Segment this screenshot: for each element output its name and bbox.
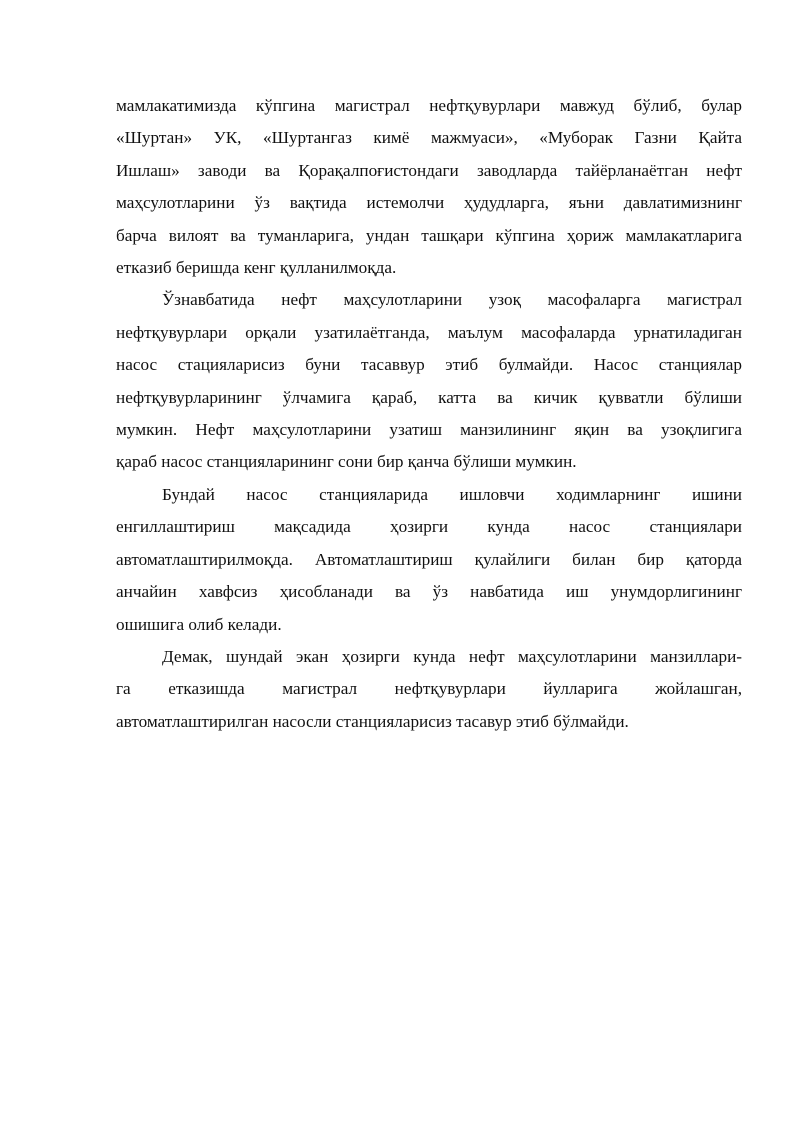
text-line: мамлакатимизда кўпгина магистрал нефтқувурлари мавжуд бўлиб, булар (116, 96, 742, 115)
text-line: Ўзнавбатида нефт маҳсулотларини узоқ масофаларга магистрал (162, 290, 742, 310)
text-line: Демак, шундай экан ҳозирги кунда нефт маҳсулотларини манзиллари- (162, 646, 742, 666)
paragraph-2 (116, 284, 742, 478)
text-line: автоматлаштирилган насосли станцияларисиз тасавур этиб бўлмайди. (116, 711, 629, 731)
paragraph-4 (116, 641, 742, 738)
text-line: мумкин. Нефт маҳсулотларини узатиш манзилининг яқин ва узоқлигига (116, 420, 742, 440)
text-line: нефтқувурларининг ўлчамига қараб, катта ва кичик қувватли бўлиши (116, 387, 742, 407)
text-line: насос стацияларисиз буни тасаввур этиб булмайди. Насос станциялар (116, 355, 742, 375)
text-line: барча вилоят ва туманларига, ундан ташқари кўпгина ҳориж мамлакатларига (116, 225, 742, 245)
text-line: енгиллаштириш мақсадида ҳозирги кунда насос станциялари (116, 517, 742, 537)
text-line: қараб насос станцияларининг сони бир қанча бўлиши мумкин. (116, 452, 577, 472)
text-line: га етказишда магистрал нефтқувурлари йулларига жойлашган, (116, 679, 742, 699)
paragraph-1 (116, 90, 742, 284)
text-line: нефтқувурлари орқали узатилаётганда, маълум масофаларда урнатиладиган (116, 322, 742, 342)
text-line: етказиб беришда кенг қулланилмоқда. (116, 258, 397, 278)
text-line: «Шуртан» УК, «Шуртангаз кимё мажмуаси», «Муборак Газни Қайта (116, 128, 742, 148)
text-line: ошишига олиб келади. (116, 614, 282, 634)
text-line: анчайин хавфсиз ҳисобланади ва ўз навбатида иш унумдорлигининг (116, 582, 742, 602)
document-body (116, 90, 742, 738)
text-line: автоматлаштирилмоқда. Автоматлаштириш қулайлиги билан бир қаторда (116, 549, 742, 569)
text-line: Бундай насос станцияларида ишловчи ходимларнинг ишини (162, 484, 742, 504)
text-line: Ишлаш» заводи ва Қорақалпоғистондаги заводларда тайёрланаётган нефт (116, 160, 742, 180)
text-line: маҳсулотларини ўз вақтида истемолчи ҳудудларга, яъни давлатимизнинг (116, 193, 742, 213)
paragraph-3 (116, 479, 742, 641)
